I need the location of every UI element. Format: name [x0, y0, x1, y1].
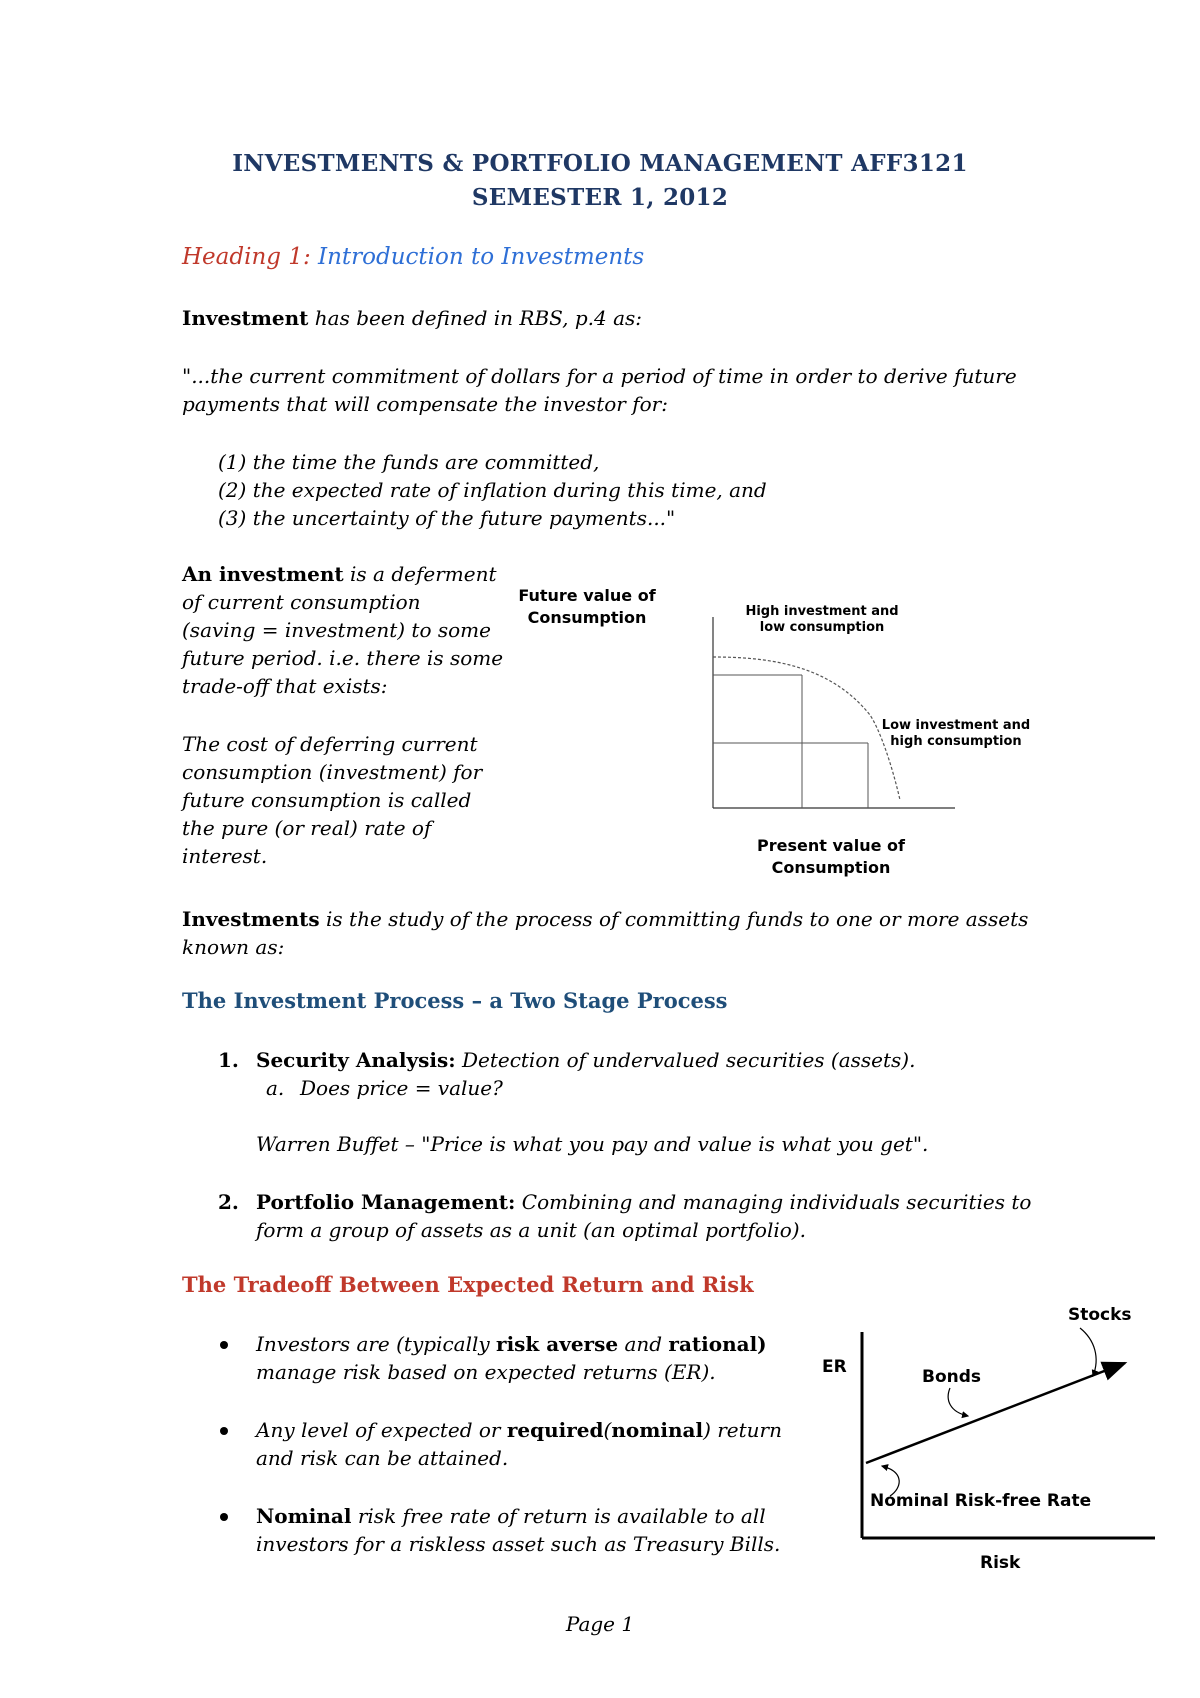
definition-paragraph — [182, 304, 642, 332]
study-text: is the study of the process of committing funds to one or more assets — [326, 907, 1029, 931]
step-1-number: 1. — [218, 1048, 239, 1072]
cost-line-5: interest. — [182, 844, 268, 868]
risk-return-chart — [810, 1300, 1155, 1575]
definition-quote-line-2: payments that will compensate the investor for: — [182, 392, 668, 416]
chart-y-label-1: Future value of — [518, 586, 656, 605]
deferment-term: An investment — [182, 562, 344, 586]
bonds-label: Bonds — [922, 1367, 982, 1387]
document-title: INVESTMENTS & PORTFOLIO MANAGEMENT AFF3121 — [232, 150, 968, 177]
bullet-1-rational: rational) — [668, 1332, 767, 1356]
bullet-2-required: required — [506, 1418, 604, 1442]
bullet-2-part-a: Any level of expected or — [256, 1418, 501, 1442]
step-1-sub-text — [300, 1074, 503, 1102]
deferment-line-5: trade-off that exists: — [182, 674, 388, 698]
bonds-pointer — [948, 1388, 968, 1416]
study-term: Investments — [182, 907, 320, 931]
step-2-description-line-2: form a group of assets as a unit (an optimal portfolio). — [256, 1218, 806, 1242]
annot-low-2: high consumption — [890, 734, 1022, 749]
step-1-sub-letter-text: a. — [266, 1076, 285, 1100]
annot-high-2: low consumption — [759, 620, 885, 635]
rf-label: Nominal Risk-free Rate — [870, 1491, 1092, 1511]
step-2-label: Portfolio Management: — [256, 1190, 516, 1214]
chart-y-label-2: Consumption — [527, 608, 647, 627]
heading-1-label: Heading 1: — [182, 244, 311, 270]
bullet-dot — [220, 1513, 228, 1521]
annot-low-1: Low investment and — [881, 718, 1031, 733]
annot-high-1: High investment and — [745, 604, 899, 619]
step-2-number: 2. — [218, 1190, 239, 1214]
definition-item-2: (2) the expected rate of inflation during this time, and — [218, 478, 767, 502]
step-1-sub-letter — [266, 1074, 284, 1102]
definition-intro: has been defined in RBS, p.4 as: — [314, 306, 643, 330]
page-number: Page 1 — [565, 1612, 635, 1636]
deferment-line-1 — [182, 560, 497, 588]
study-line-1 — [182, 905, 1028, 933]
step-1-sub-question: Does price = value? — [300, 1076, 503, 1100]
ppf-curve — [713, 657, 900, 800]
definition-item-1: (1) the time the funds are committed, — [218, 450, 600, 474]
bullet-3-line-2: investors for a riskless asset such as Treasury Bills. — [256, 1532, 781, 1556]
document-subtitle: SEMESTER 1, 2012 — [471, 184, 729, 211]
step-1-label: Security Analysis: — [256, 1048, 456, 1072]
heading-1-text: Introduction to Investments — [318, 244, 645, 270]
definition-quote-line-1: "...the current commitment of dollars for a period of time in order to derive future — [182, 364, 1017, 388]
deferment-text: is a deferment — [350, 562, 497, 586]
bullet-3-text: risk free rate of return is available to all — [357, 1504, 766, 1528]
consumption-tradeoff-chart — [500, 575, 1060, 885]
process-heading: The Investment Process – a Two Stage Process — [182, 988, 728, 1013]
bullet-2 — [256, 1416, 782, 1444]
bullet-2-nominal: nominal — [611, 1418, 704, 1442]
definition-term: Investment — [182, 306, 309, 330]
step-2-description: Combining and managing individuals securities to — [521, 1190, 1032, 1214]
process-step-1 — [218, 1046, 239, 1074]
bullet-2-return: ) return — [703, 1418, 782, 1442]
process-step-2 — [218, 1188, 239, 1216]
bullet-3 — [256, 1502, 766, 1530]
cost-line-3: future consumption is called — [182, 788, 472, 812]
bullet-3-nominal: Nominal — [256, 1504, 352, 1528]
heading-1 — [182, 244, 644, 270]
capital-market-line — [866, 1363, 1125, 1463]
bullet-dot — [220, 1427, 228, 1435]
stocks-pointer — [1080, 1328, 1096, 1376]
deferment-line-2: of current consumption — [182, 590, 421, 614]
cost-line-1: The cost of deferring current — [182, 732, 478, 756]
bullet-1-and: and — [624, 1332, 663, 1356]
process-step-1-text — [256, 1046, 915, 1074]
stocks-label: Stocks — [1068, 1305, 1132, 1325]
bullet-1-risk-averse: risk averse — [496, 1332, 619, 1356]
study-line-2: known as: — [182, 935, 285, 959]
cost-line-4: the pure (or real) rate of — [182, 816, 432, 840]
bullet-1-part-a: Investors are (typically — [256, 1332, 490, 1356]
buffett-quote: Warren Buffet – "Price is what you pay and value is what you get". — [256, 1132, 929, 1156]
chart-x-label-1: Present value of — [757, 836, 905, 855]
deferment-line-3: (saving = investment) to some — [182, 618, 491, 642]
bullet-2-paren-open: ( — [603, 1418, 612, 1442]
definition-item-3: (3) the uncertainty of the future payments..." — [218, 506, 676, 530]
step-1-description: Detection of undervalued securities (assets). — [461, 1048, 916, 1072]
er-axis-label: ER — [822, 1357, 847, 1377]
bullet-1 — [256, 1330, 767, 1358]
process-step-2-text — [256, 1188, 1031, 1216]
deferment-line-4: future period. i.e. there is some — [182, 646, 504, 670]
bullet-1-line-2: manage risk based on expected returns (ER). — [256, 1360, 716, 1384]
chart-x-label-2: Consumption — [771, 858, 891, 877]
risk-axis-label: Risk — [980, 1553, 1021, 1573]
bullet-2-line-2: and risk can be attained. — [256, 1446, 509, 1470]
tradeoff-heading: The Tradeoff Between Expected Return and Risk — [182, 1272, 754, 1297]
cost-line-2: consumption (investment) for — [182, 760, 483, 784]
bullet-dot — [220, 1341, 228, 1349]
